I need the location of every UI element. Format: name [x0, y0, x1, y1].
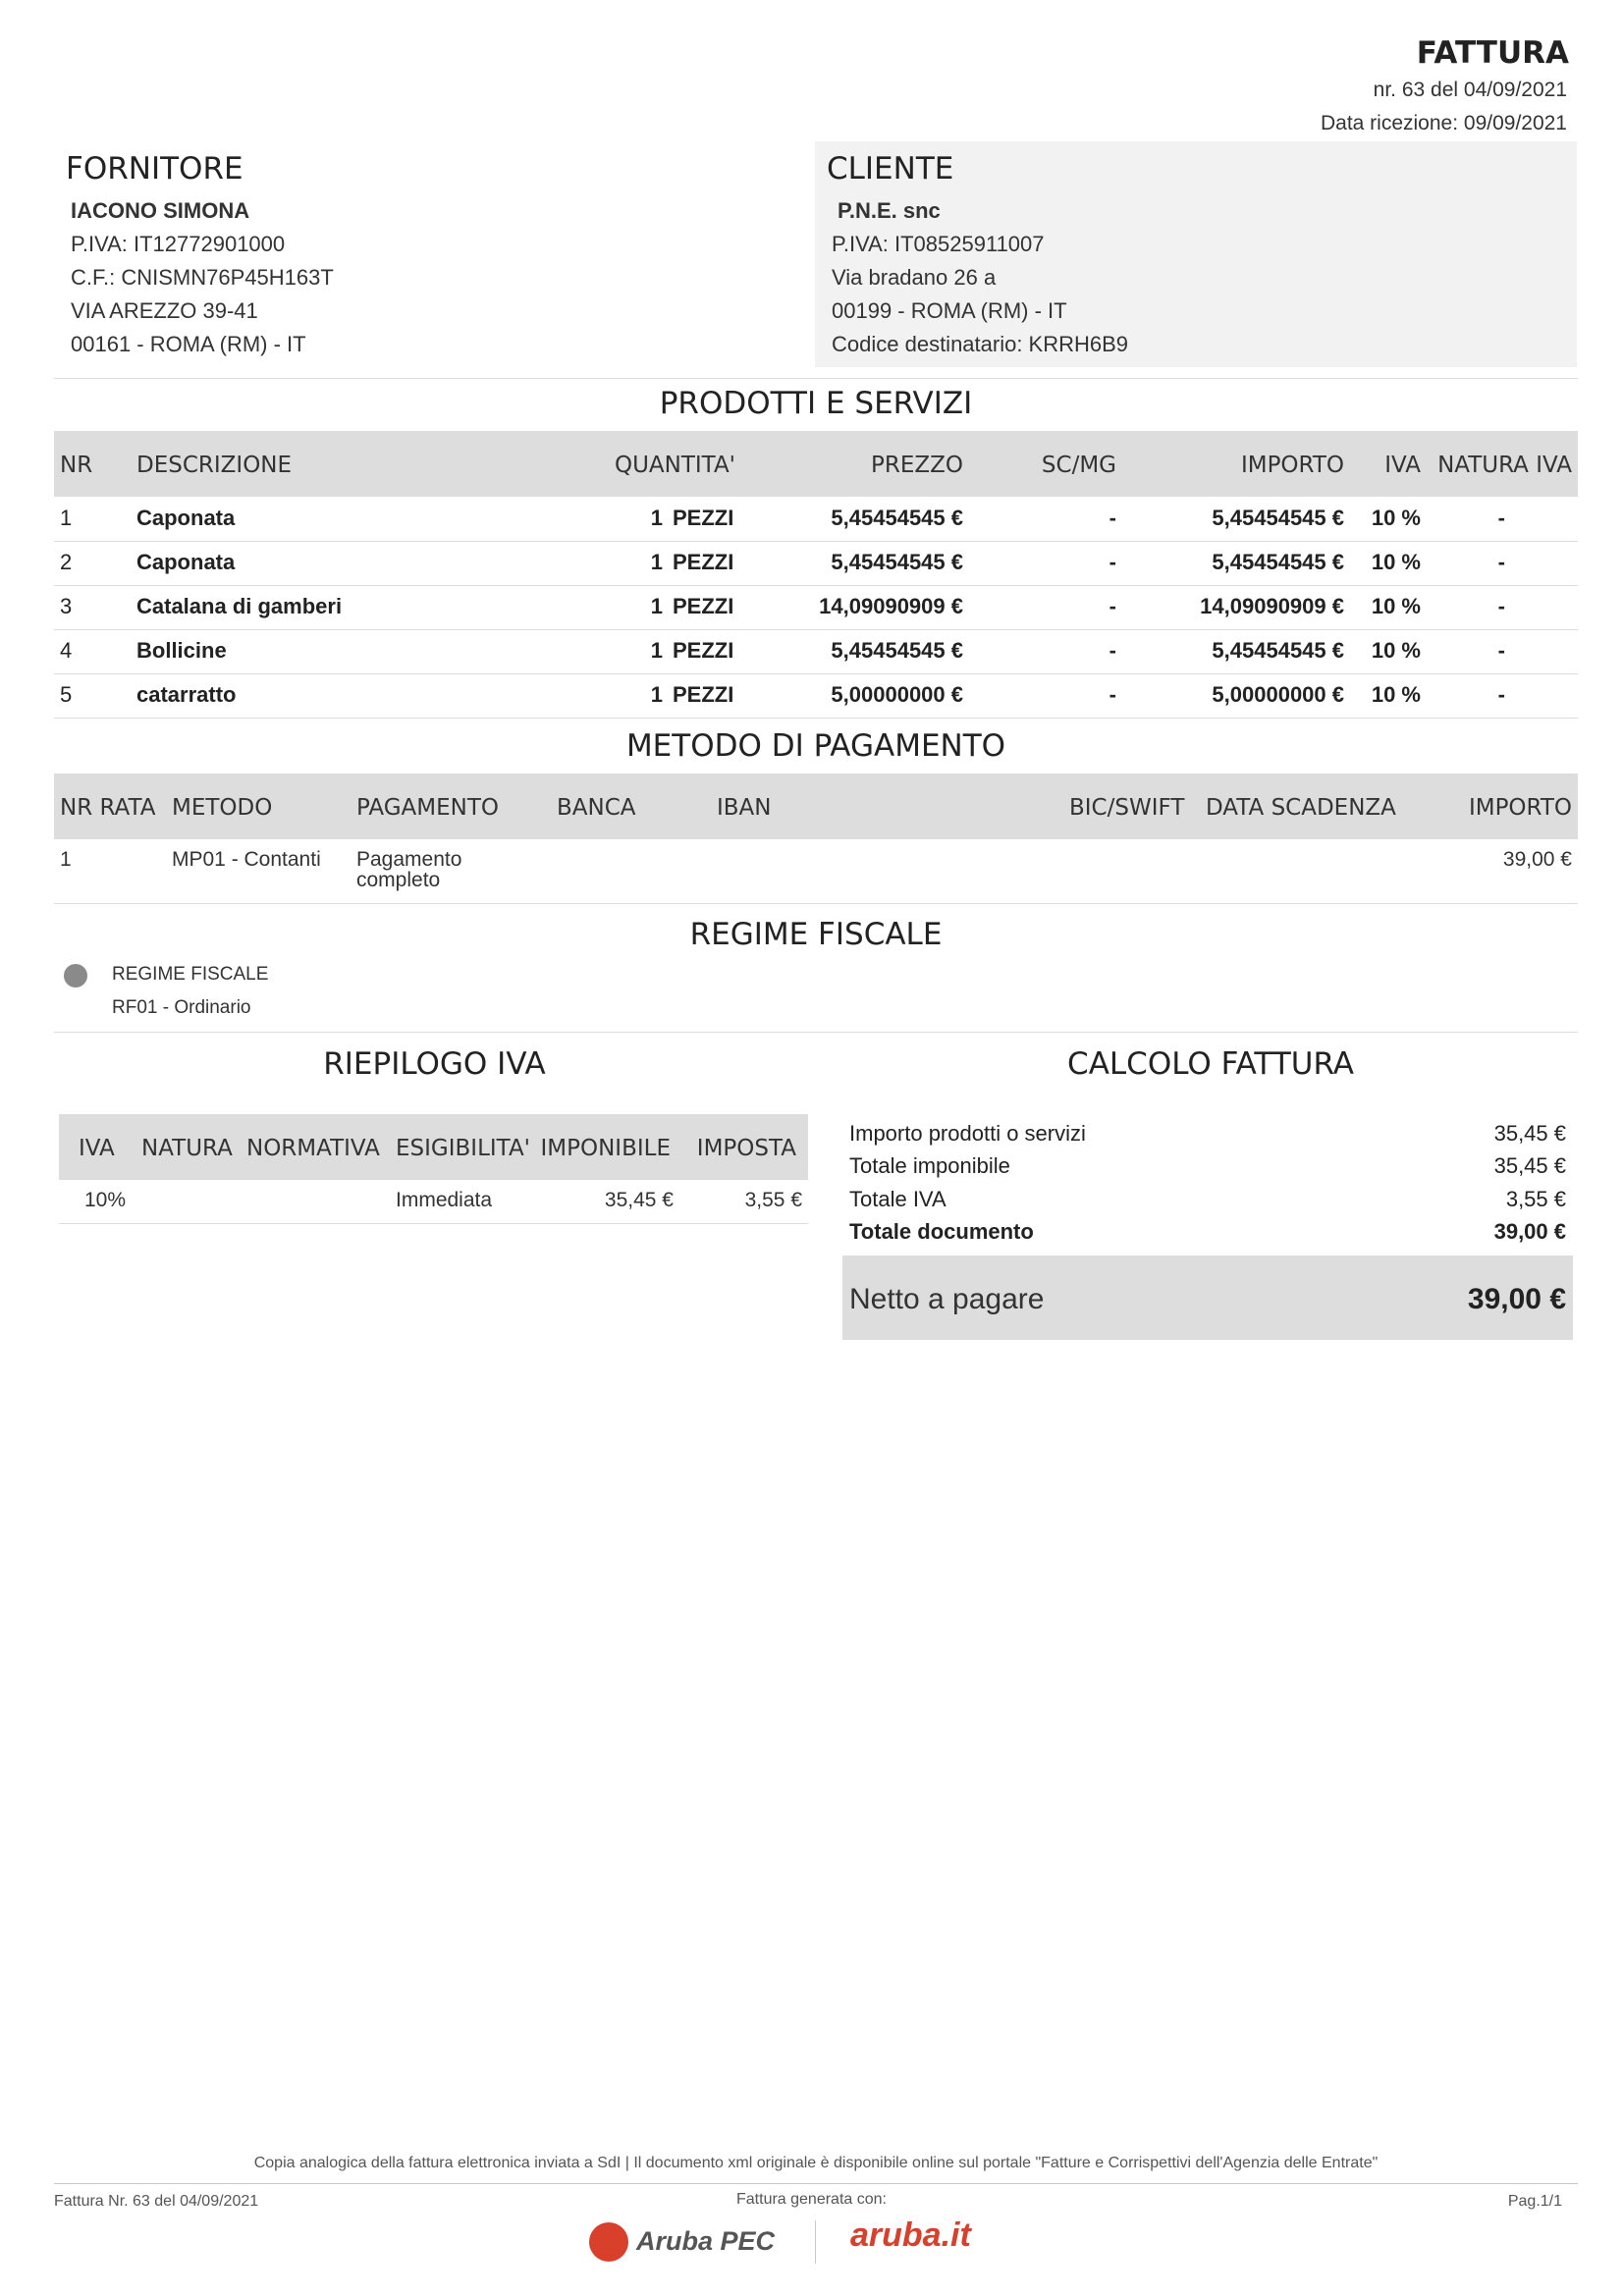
col-price: PREZZO [871, 453, 963, 478]
payment-title: METODO DI PAGAMENTO [625, 728, 1006, 764]
supplier-heading: FORNITORE [66, 151, 243, 187]
row-price: 5,00000000 € [831, 682, 963, 707]
col-bic-swift: BIC/SWIFT [1069, 795, 1185, 821]
payment-type-line1: Pagamento [356, 848, 462, 871]
row-scmg: - [1109, 682, 1116, 707]
row-description: Bollicine [136, 638, 227, 663]
invoice-number: nr. 63 del 04/09/2021 [1373, 79, 1567, 101]
row-unit: PEZZI [673, 506, 734, 530]
row-scmg: - [1109, 550, 1116, 574]
row-nr: 3 [60, 594, 73, 618]
row-amount: 14,09090909 € [1200, 594, 1344, 618]
client-dest-code: Codice destinatario: KRRH6B9 [832, 332, 1129, 356]
row-amount: 5,45454545 € [1212, 638, 1344, 663]
col-bank: BANCA [557, 795, 636, 821]
row-vat: 10 % [1371, 682, 1421, 707]
payment-amount: 39,00 € [1502, 848, 1572, 871]
payment-row [54, 839, 1578, 904]
supplier-name: IACONO SIMONA [71, 198, 250, 223]
client-name: P.N.E. snc [838, 198, 941, 223]
row-vat-nature: - [1497, 506, 1505, 530]
footer-generated-with: Fattura generata con: [736, 2191, 887, 2208]
col-vat-nature: NATURA IVA [1437, 453, 1572, 478]
row-quantity: 1 [650, 682, 663, 707]
vat-esigibilita: Immediata [396, 1189, 493, 1211]
row-amount: 5,45454545 € [1212, 550, 1344, 574]
footer-invoice-ref: Fattura Nr. 63 del 04/09/2021 [54, 2193, 259, 2210]
row-scmg: - [1109, 638, 1116, 663]
supplier-block [54, 143, 800, 369]
calc-products-label: Importo prodotti o servizi [849, 1121, 1086, 1146]
row-scmg: - [1109, 594, 1116, 618]
vat-summary-header-row [59, 1114, 808, 1180]
table-row [54, 673, 1578, 719]
col-esigibilita: ESIGIBILITA' [396, 1136, 531, 1161]
net-payable-value: 39,00 € [1467, 1283, 1566, 1315]
supplier-address: VIA AREZZO 39-41 [71, 298, 258, 323]
row-vat: 10 % [1371, 550, 1421, 574]
client-block [815, 141, 1577, 367]
row-description: Caponata [136, 506, 236, 530]
row-vat-nature: - [1497, 682, 1505, 707]
col-quantity: QUANTITA' [614, 453, 735, 478]
payment-method: MP01 - Contanti [172, 848, 321, 871]
row-vat: 10 % [1371, 638, 1421, 663]
row-quantity: 1 [650, 594, 663, 618]
row-quantity: 1 [650, 550, 663, 574]
table-row [54, 497, 1578, 542]
row-nr: 2 [60, 550, 73, 574]
products-title: PRODOTTI E SERVIZI [659, 386, 973, 421]
col-description: DESCRIZIONE [136, 453, 293, 478]
row-nr: 4 [60, 638, 73, 663]
row-price: 5,45454545 € [831, 638, 963, 663]
col-payment: PAGAMENTO [356, 795, 500, 821]
client-city: 00199 - ROMA (RM) - IT [832, 298, 1067, 323]
col-iban: IBAN [717, 795, 772, 821]
received-date: Data ricezione: 09/09/2021 [1320, 112, 1567, 134]
col-normativa: NORMATIVA [246, 1136, 380, 1161]
client-piva: P.IVA: IT08525911007 [832, 232, 1045, 256]
row-vat-nature: - [1497, 638, 1505, 663]
aruba-it-logo: aruba.it [850, 2216, 971, 2254]
row-nr: 1 [60, 506, 73, 530]
divider [54, 1032, 1578, 1033]
col-vat: IVA [79, 1136, 115, 1161]
payment-type-line2: completo [356, 869, 441, 891]
col-vat: IVA [1384, 453, 1421, 478]
calc-taxable-label: Totale imponibile [849, 1153, 1010, 1178]
client-address: Via bradano 26 a [832, 265, 997, 290]
row-description: Caponata [136, 550, 236, 574]
vat-taxable: 35,45 € [604, 1189, 674, 1211]
col-method: METODO [172, 795, 273, 821]
table-row [54, 541, 1578, 586]
row-price: 5,45454545 € [831, 506, 963, 530]
document-type: FATTURA [1416, 35, 1569, 71]
row-unit: PEZZI [673, 682, 734, 707]
row-amount: 5,00000000 € [1212, 682, 1344, 707]
client-heading: CLIENTE [827, 151, 954, 187]
supplier-piva: P.IVA: IT12772901000 [71, 232, 286, 256]
col-scmg: SC/MG [1041, 453, 1116, 478]
regime-title: REGIME FISCALE [689, 917, 943, 952]
footer-page-number: Pag.1/1 [1507, 2193, 1562, 2210]
row-unit: PEZZI [673, 638, 734, 663]
products-header-row [54, 431, 1578, 497]
table-row [54, 629, 1578, 674]
vat-summary-title: RIEPILOGO IVA [323, 1046, 546, 1082]
col-taxable: IMPONIBILE [540, 1136, 671, 1161]
divider [54, 378, 1578, 379]
col-nr: NR [60, 453, 93, 478]
regime-label: REGIME FISCALE [112, 964, 269, 985]
col-nature: NATURA [141, 1136, 233, 1161]
logo-separator [815, 2220, 816, 2264]
payment-header-row [54, 774, 1578, 839]
supplier-city: 00161 - ROMA (RM) - IT [71, 332, 306, 356]
row-vat-nature: - [1497, 594, 1505, 618]
calc-taxable-value: 35,45 € [1493, 1153, 1566, 1178]
row-description: Catalana di gamberi [136, 594, 343, 618]
calc-products-value: 35,45 € [1493, 1121, 1566, 1146]
row-unit: PEZZI [673, 594, 734, 618]
calc-title: CALCOLO FATTURA [1067, 1046, 1354, 1082]
bullet-icon [64, 964, 87, 988]
aruba-pec-logo-text: Aruba PEC [636, 2226, 776, 2256]
row-price: 14,09090909 € [819, 594, 963, 618]
row-description: catarratto [136, 682, 237, 707]
col-amount: IMPORTO [1468, 795, 1572, 821]
calc-doc-value: 39,00 € [1493, 1219, 1566, 1244]
row-amount: 5,45454545 € [1212, 506, 1344, 530]
payment-nr: 1 [60, 848, 72, 871]
row-scmg: - [1109, 506, 1116, 530]
col-tax: IMPOSTA [696, 1136, 796, 1161]
net-payable-label: Netto a pagare [849, 1283, 1045, 1315]
aruba-pec-seal-icon [589, 2222, 628, 2262]
vat-summary-row [59, 1180, 808, 1224]
divider [54, 2183, 1578, 2184]
vat-rate: 10% [84, 1189, 127, 1211]
vat-tax: 3,55 € [744, 1189, 802, 1211]
row-quantity: 1 [650, 638, 663, 663]
calc-vat-label: Totale IVA [849, 1187, 947, 1211]
col-amount: IMPORTO [1240, 453, 1344, 478]
row-vat-nature: - [1497, 550, 1505, 574]
regime-value: RF01 - Ordinario [112, 997, 251, 1018]
row-quantity: 1 [650, 506, 663, 530]
table-row [54, 585, 1578, 630]
col-due-date: DATA SCADENZA [1206, 795, 1396, 821]
row-nr: 5 [60, 682, 73, 707]
calc-vat-value: 3,55 € [1505, 1187, 1566, 1211]
calc-doc-label: Totale documento [849, 1219, 1034, 1244]
row-vat: 10 % [1371, 594, 1421, 618]
supplier-cf: C.F.: CNISMN76P45H163T [71, 265, 334, 290]
row-unit: PEZZI [673, 550, 734, 574]
row-price: 5,45454545 € [831, 550, 963, 574]
footer-notice: Copia analogica della fattura elettronica inviata a SdI | Il documento xml originale è disponibile online sul portale "Fatture e Corrispettivi dell'Agenzia delle Entrate" [253, 2155, 1379, 2171]
net-payable-box [842, 1255, 1573, 1340]
col-installment-nr: NR RATA [60, 795, 156, 821]
row-vat: 10 % [1371, 506, 1421, 530]
